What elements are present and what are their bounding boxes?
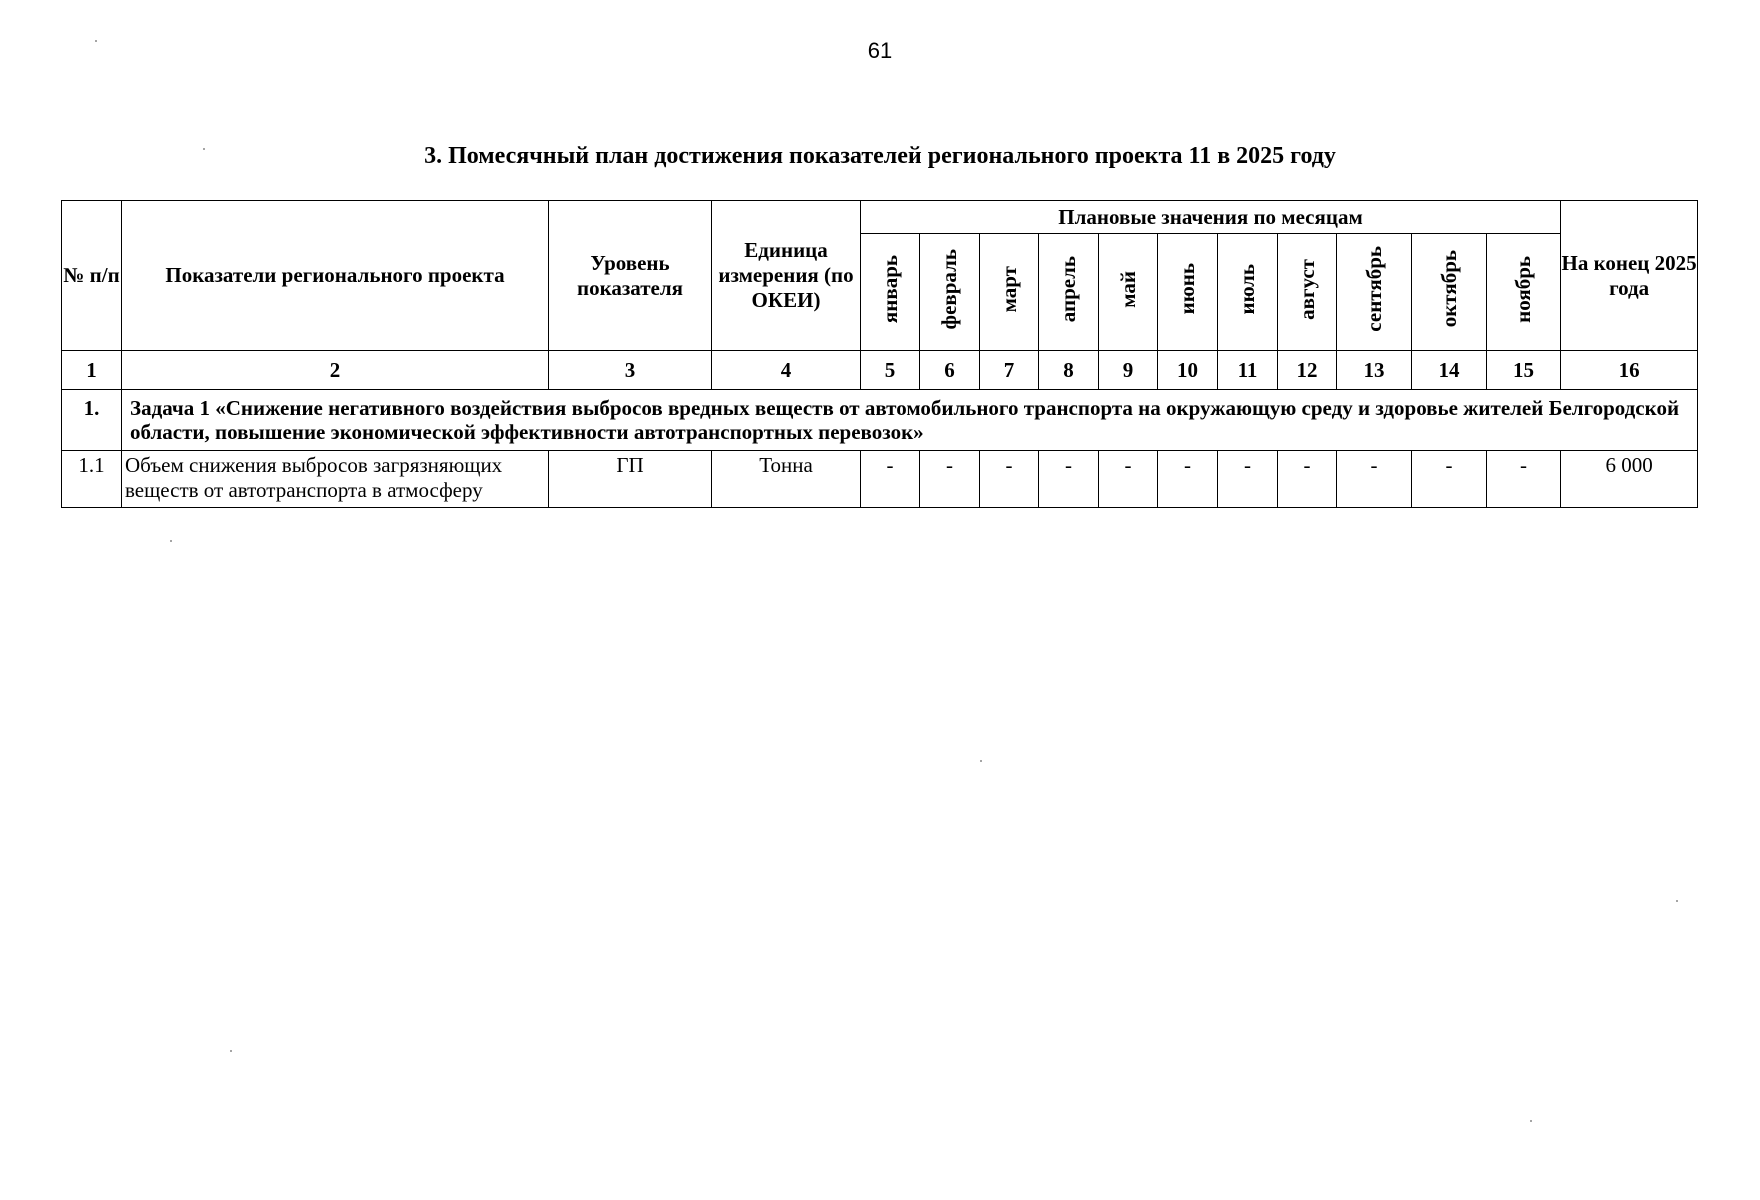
month-value: -	[1487, 451, 1561, 508]
task-number: 1.	[62, 390, 122, 451]
column-number: 11	[1218, 351, 1278, 390]
page-number: 61	[867, 38, 893, 63]
header-month	[1412, 234, 1487, 351]
monthly-plan-table	[61, 200, 1698, 508]
month-value: -	[1218, 451, 1278, 508]
header-indicators: Показатели регионального проекта	[122, 201, 549, 351]
scan-speck	[230, 1050, 232, 1052]
month-value: -	[1099, 451, 1158, 508]
row-number: 1.1	[62, 451, 122, 508]
month-label: октябрь	[1436, 250, 1461, 328]
header-month	[980, 234, 1039, 351]
month-value: -	[1337, 451, 1412, 508]
column-number: 14	[1412, 351, 1487, 390]
month-value: -	[861, 451, 920, 508]
month-label: февраль	[937, 248, 961, 330]
column-number: 15	[1487, 351, 1561, 390]
column-number: 7	[980, 351, 1039, 390]
month-label: июнь	[1175, 263, 1199, 315]
header-month	[1487, 234, 1561, 351]
column-number: 1	[62, 351, 122, 390]
month-value: -	[1039, 451, 1099, 508]
header-month	[861, 234, 920, 351]
header-year-end: На конец 2025 года	[1561, 201, 1698, 351]
header-month	[1099, 234, 1158, 351]
year-end-value: 6 000	[1561, 451, 1698, 508]
indicator-level: ГП	[549, 451, 712, 508]
column-number: 6	[920, 351, 980, 390]
month-label: август	[1294, 258, 1319, 320]
scan-speck	[1676, 900, 1678, 902]
column-number-row	[62, 351, 1698, 390]
month-label: июль	[1235, 263, 1259, 315]
column-number: 16	[1561, 351, 1698, 390]
header-month	[1158, 234, 1218, 351]
table-row	[62, 451, 1698, 508]
header-month	[1218, 234, 1278, 351]
header-level: Уровень показателя	[549, 201, 712, 351]
scan-speck	[95, 40, 97, 42]
column-number: 4	[712, 351, 861, 390]
month-label: январь	[877, 254, 902, 324]
month-label: сентябрь	[1361, 246, 1386, 332]
header-no: № п/п	[62, 201, 122, 351]
header-unit: Единица измерения (по ОКЕИ)	[712, 201, 861, 351]
indicator-unit: Тонна	[712, 451, 861, 508]
month-value: -	[1278, 451, 1337, 508]
task-description: Задача 1 «Снижение негативного воздействия выбросов вредных веществ от автомобильного транспорта на окружающую среду и здоровье жителей Белгородской области, повышение экономической эффективности автотранспортных перевозок»	[122, 390, 1698, 451]
month-label: март	[996, 265, 1021, 313]
column-number: 2	[122, 351, 549, 390]
month-label: май	[1115, 270, 1140, 308]
header-month	[920, 234, 980, 351]
header-monthly: Плановые значения по месяцам	[861, 201, 1561, 234]
header-month	[1337, 234, 1412, 351]
month-value: -	[920, 451, 980, 508]
column-number: 9	[1099, 351, 1158, 390]
column-number: 10	[1158, 351, 1218, 390]
header-month	[1278, 234, 1337, 351]
month-value: -	[980, 451, 1039, 508]
indicator-name: Объем снижения выбросов загрязняющих веществ от автотранспорта в атмосферу	[122, 451, 549, 508]
scan-speck	[203, 148, 205, 150]
header-row-top	[62, 201, 1698, 234]
column-number: 8	[1039, 351, 1099, 390]
document-title: 3. Помесячный план достижения показателей регионального проекта 11 в 2025 году	[424, 143, 1336, 169]
month-label: апрель	[1056, 255, 1080, 323]
header-month	[1039, 234, 1099, 351]
month-label: ноябрь	[1511, 255, 1536, 323]
column-number: 5	[861, 351, 920, 390]
scan-speck	[1530, 1120, 1532, 1122]
month-value: -	[1412, 451, 1487, 508]
month-value: -	[1158, 451, 1218, 508]
column-number: 3	[549, 351, 712, 390]
column-number: 12	[1278, 351, 1337, 390]
column-number: 13	[1337, 351, 1412, 390]
scan-speck	[170, 540, 172, 542]
task-row	[62, 390, 1698, 451]
scan-speck	[980, 760, 982, 762]
